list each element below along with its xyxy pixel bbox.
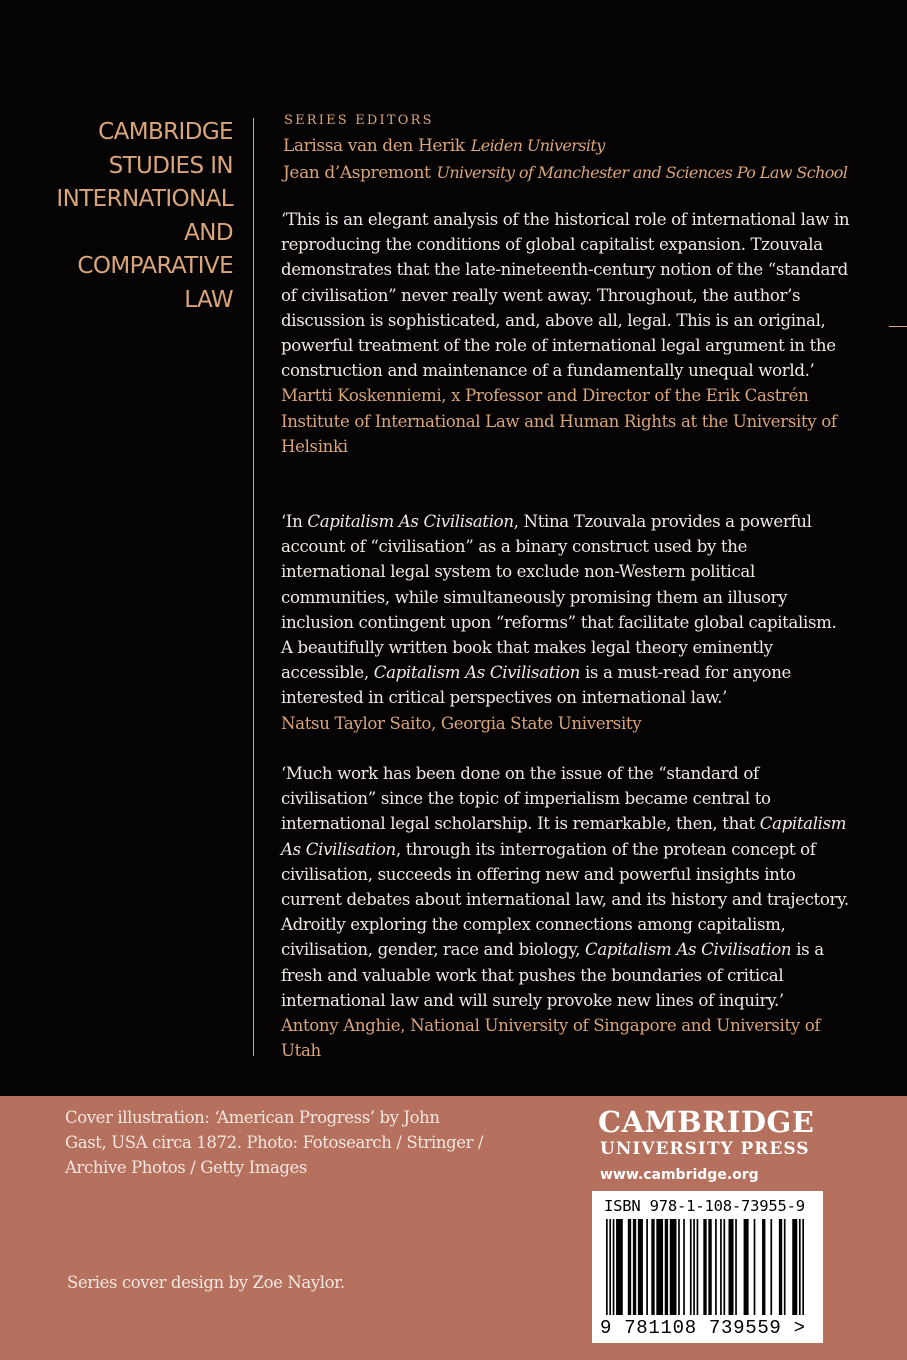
barcode-bar (762, 1219, 765, 1315)
barcode-bar (799, 1219, 801, 1315)
endorsement-attribution: Martti Koskenniemi, x Professor and Director of the Erik Castrén Institute of International Law and Human Rights at the University of Helsinki (281, 386, 837, 456)
series-title-line: COMPARATIVE (77, 253, 233, 280)
series-title (40, 116, 233, 318)
barcode-bar (715, 1219, 717, 1315)
book-title: Capitalism As Civilisation (373, 663, 581, 683)
barcode-bar (646, 1219, 648, 1315)
text-run: is a fresh and valuable work that pushes the boundaries of critical international law and will surely provoke new lines of inquiry.’ (281, 940, 824, 1010)
barcode-bar (633, 1219, 636, 1315)
text-run: ‘Much work has been done on the issue of the “standard of civilisation” since the topic of imperialism became central to international legal scholarship. It is remarkable, then, that (281, 764, 771, 834)
text-run: is a must-read for anyone interested in critical perspectives on international law.’ (281, 663, 792, 708)
editor-affiliation: Leiden University (470, 136, 605, 155)
barcode-bar (720, 1219, 722, 1315)
series-title-line: CAMBRIDGE (98, 119, 233, 145)
barcode-bar (678, 1219, 680, 1315)
endorsement-attribution: Antony Anghie, National University of Singapore and University of Utah (281, 1016, 821, 1061)
barcode-bars (606, 1219, 806, 1319)
series-title-line: LAW (184, 286, 233, 313)
barcode-bar (703, 1219, 706, 1315)
barcode-bar (723, 1219, 725, 1315)
editor-name: Larissa van den Herik (283, 136, 465, 156)
barcode-bar (606, 1219, 608, 1315)
barcode-bar (784, 1219, 786, 1315)
barcode-bar (690, 1219, 692, 1315)
book-title: Capitalism As Civilisation (585, 940, 792, 960)
series-title-line: STUDIES IN (108, 152, 233, 179)
barcode-bar (616, 1219, 623, 1315)
endorsement-text: ‘This is an elegant analysis of the historical role of international law in reproducing the conditions of global capitalist expansion. Tzouvala demonstrates that the late-nineteenth-century notion of the “standard of civilisation” never really went away. Throughout, the author’s discussion is sophisticated, and, above all, legal. This is an original, powerful treatment of the role of international legal argument in the construction and maintenance of a fundamentally unequal world.’ (281, 210, 850, 381)
endorsement (281, 207, 851, 459)
endorsement-text (281, 509, 851, 711)
endorsement (281, 509, 851, 736)
barcode-bar (628, 1219, 631, 1315)
barcode-bar (735, 1219, 737, 1315)
publisher-name: CAMBRIDGE (598, 1105, 815, 1139)
text-run: , Ntina Tzouvala provides a powerful account of “civilisation” as a binary construct used by the international legal system to exclude non-Western political communities, while simultaneously promising them an illusory inclusion contingent upon “reforms” that facilitate global capitalism. A beautifully written book that makes legal theory eminently accessible, (281, 512, 837, 683)
series-editor (283, 163, 847, 183)
barcode-bar (728, 1219, 733, 1315)
book-title: Capitalism As Civilisation (281, 814, 847, 859)
isbn-label: ISBN 978-1-108-73955-9 (604, 1197, 805, 1215)
series-editor (283, 136, 605, 156)
barcode-bar (651, 1219, 654, 1315)
barcode-bar (744, 1219, 749, 1315)
barcode-bar (697, 1219, 699, 1315)
barcode-bar (613, 1219, 615, 1315)
barcode-bar (770, 1219, 772, 1315)
barcode-bar (708, 1219, 711, 1315)
publisher-logo (598, 1105, 814, 1159)
barcode-bar (670, 1219, 677, 1315)
endorsement (281, 761, 851, 1063)
isbn-barcode (592, 1191, 823, 1343)
series-design-credit: Series cover design by Zoe Naylor. (67, 1273, 345, 1292)
series-title-line: INTERNATIONAL (56, 186, 233, 213)
barcode-bar (638, 1219, 643, 1315)
barcode-bar (609, 1219, 611, 1315)
barcode-bar (792, 1219, 797, 1315)
series-editors-label: SERIES EDITORS (284, 113, 434, 128)
editor-affiliation: University of Manchester and Sciences Po Law School (436, 163, 848, 182)
vertical-divider (253, 118, 254, 1056)
barcode-digits: 9 781108 739559 > (600, 1317, 806, 1339)
text-run: , through its interrogation of the protean concept of civilisation, succeeds in offering new and powerful insights into current debates about international law, and its history and trajectory. Adroitly exploring the complex connections among capitalism, civilisation, gender, race and biology, (281, 839, 849, 960)
barcode-bar (779, 1219, 782, 1315)
barcode-bar (683, 1219, 685, 1315)
barcode-bar (754, 1219, 756, 1315)
barcode-bar (665, 1219, 668, 1315)
publisher-subname: UNIVERSITY PRESS (600, 1139, 810, 1159)
series-title-line: AND (184, 219, 233, 246)
spine-tick-mark (889, 326, 907, 327)
endorsement-attribution: Natsu Taylor Saito, Georgia State University (281, 713, 642, 733)
publisher-url: www.cambridge.org (600, 1167, 759, 1183)
barcode-bar (802, 1219, 804, 1315)
editor-name: Jean d’Aspremont (283, 163, 431, 183)
cover-illustration-credit: Cover illustration: ‘American Progress’ by John Gast, USA circa 1872. Photo: Fotosearch / Stringer / Archive Photos / Getty Images (65, 1108, 484, 1178)
text-run: ‘In (281, 512, 308, 531)
barcode-bar (656, 1219, 663, 1315)
endorsement-text (281, 761, 851, 1013)
book-title: Capitalism As Civilisation (307, 512, 514, 531)
barcode-bar (693, 1219, 695, 1315)
